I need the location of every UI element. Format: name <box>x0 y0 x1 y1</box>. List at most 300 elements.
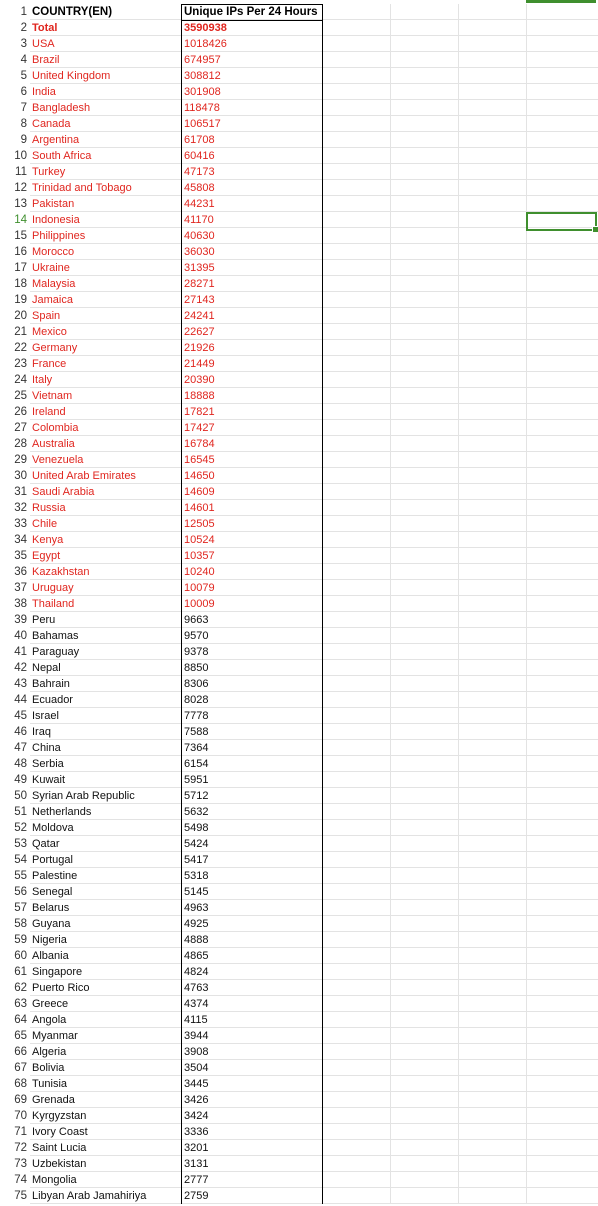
row-number[interactable]: 22 <box>14 342 27 354</box>
cell-country[interactable]: Paraguay <box>32 646 80 658</box>
cell-unique-ips[interactable]: 24241 <box>181 308 323 324</box>
column-gridline <box>458 276 459 292</box>
cell-unique-ips[interactable]: 308812 <box>181 68 323 84</box>
row-number[interactable]: 66 <box>14 1046 27 1058</box>
column-gridline <box>526 356 527 372</box>
cell-country[interactable]: Brazil <box>32 54 60 66</box>
cell-unique-ips[interactable]: 5417 <box>181 852 323 868</box>
cell-unique-ips[interactable]: 4115 <box>181 1012 323 1028</box>
row-number[interactable]: 3 <box>20 38 27 50</box>
cell-unique-ips[interactable]: 17427 <box>181 420 323 436</box>
column-gridline <box>458 292 459 308</box>
header-row <box>0 4 598 20</box>
cell-country[interactable]: Saint Lucia <box>32 1142 87 1154</box>
cell-country[interactable]: Venezuela <box>32 454 84 466</box>
cell-country[interactable]: Greece <box>32 998 69 1010</box>
column-gridline <box>526 772 527 788</box>
cell-country[interactable]: Ukraine <box>32 262 70 274</box>
cell-country[interactable]: Total <box>32 22 58 34</box>
cell-unique-ips[interactable]: 8850 <box>181 660 323 676</box>
cell-unique-ips[interactable]: 10009 <box>181 596 323 612</box>
row-number[interactable]: 39 <box>14 614 27 626</box>
column-gridline <box>458 548 459 564</box>
column-gridline <box>390 612 391 628</box>
cell-unique-ips[interactable]: 3131 <box>181 1156 323 1172</box>
cell-country[interactable]: Bolivia <box>32 1062 65 1074</box>
cell-unique-ips[interactable]: 18888 <box>181 388 323 404</box>
row-number[interactable]: 60 <box>14 950 27 962</box>
cell-unique-ips[interactable]: 16545 <box>181 452 323 468</box>
column-gridline <box>458 788 459 804</box>
row-number[interactable]: 12 <box>14 182 27 194</box>
cell-country[interactable]: Syrian Arab Republic <box>32 790 135 802</box>
cell-country[interactable]: Angola <box>32 1014 67 1026</box>
cell-unique-ips[interactable]: 4865 <box>181 948 323 964</box>
header-unique-ips[interactable]: Unique IPs Per 24 Hours <box>181 4 323 20</box>
cell-country[interactable]: Colombia <box>32 422 79 434</box>
cell-unique-ips[interactable]: 9570 <box>181 628 323 644</box>
cell-unique-ips[interactable]: 5951 <box>181 772 323 788</box>
table-row <box>0 900 598 916</box>
row-number[interactable]: 30 <box>14 470 27 482</box>
row-number[interactable]: 56 <box>14 886 27 898</box>
row-number[interactable]: 1 <box>20 6 27 18</box>
cell-unique-ips[interactable]: 40630 <box>181 228 323 244</box>
column-gridline <box>390 692 391 708</box>
cell-country[interactable]: Bahrain <box>32 678 70 690</box>
cell-country[interactable]: France <box>32 358 67 370</box>
cell-unique-ips[interactable]: 8028 <box>181 692 323 708</box>
cell-unique-ips[interactable]: 3201 <box>181 1140 323 1156</box>
column-gridline <box>458 692 459 708</box>
row-number[interactable]: 21 <box>14 326 27 338</box>
cell-unique-ips[interactable]: 7588 <box>181 724 323 740</box>
column-gridline <box>458 1156 459 1172</box>
cell-country[interactable]: Israel <box>32 710 59 722</box>
column-gridline <box>526 340 527 356</box>
row-number[interactable]: 46 <box>14 726 27 738</box>
cell-country[interactable]: Puerto Rico <box>32 982 90 994</box>
cell-unique-ips[interactable]: 60416 <box>181 148 323 164</box>
column-gridline <box>458 1012 459 1028</box>
row-number[interactable]: 14 <box>14 214 27 226</box>
column-gridline <box>526 276 527 292</box>
cell-unique-ips[interactable]: 3424 <box>181 1108 323 1124</box>
row-number[interactable]: 23 <box>14 358 27 370</box>
cell-country[interactable]: Spain <box>32 310 61 322</box>
table-row <box>0 532 598 548</box>
cell-unique-ips[interactable]: 3504 <box>181 1060 323 1076</box>
cell-country[interactable]: Uzbekistan <box>32 1158 87 1170</box>
cell-country[interactable]: Guyana <box>32 918 71 930</box>
row-number[interactable]: 43 <box>14 678 27 690</box>
column-gridline <box>526 596 527 612</box>
cell-unique-ips[interactable]: 31395 <box>181 260 323 276</box>
row-number[interactable]: 71 <box>14 1126 27 1138</box>
row-number[interactable]: 6 <box>20 86 27 98</box>
row-number[interactable]: 48 <box>14 758 27 770</box>
row-number[interactable]: 27 <box>14 422 27 434</box>
cell-unique-ips[interactable]: 9663 <box>181 612 323 628</box>
row-number[interactable]: 4 <box>20 54 27 66</box>
table-row <box>0 676 598 692</box>
cell-unique-ips[interactable]: 8306 <box>181 676 323 692</box>
cell-country[interactable]: Saudi Arabia <box>32 486 95 498</box>
column-gridline <box>390 500 391 516</box>
column-gridline <box>390 372 391 388</box>
cell-unique-ips[interactable]: 10524 <box>181 532 323 548</box>
row-number[interactable]: 41 <box>14 646 27 658</box>
cell-unique-ips[interactable]: 41170 <box>181 212 323 228</box>
column-gridline <box>458 740 459 756</box>
cell-unique-ips[interactable]: 21926 <box>181 340 323 356</box>
row-number[interactable]: 40 <box>14 630 27 642</box>
row-number[interactable]: 75 <box>14 1190 27 1202</box>
cell-country[interactable]: Netherlands <box>32 806 92 818</box>
cell-unique-ips[interactable]: 5632 <box>181 804 323 820</box>
column-gridline <box>526 932 527 948</box>
row-number[interactable]: 32 <box>14 502 27 514</box>
cell-unique-ips[interactable]: 10079 <box>181 580 323 596</box>
column-gridline <box>526 996 527 1012</box>
cell-unique-ips[interactable]: 4824 <box>181 964 323 980</box>
cell-unique-ips[interactable]: 3944 <box>181 1028 323 1044</box>
cell-unique-ips[interactable]: 14650 <box>181 468 323 484</box>
row-number[interactable]: 59 <box>14 934 27 946</box>
row-number[interactable]: 17 <box>14 262 27 274</box>
row-number[interactable]: 47 <box>14 742 27 754</box>
column-gridline <box>526 84 527 100</box>
row-number[interactable]: 2 <box>20 22 27 34</box>
fill-handle[interactable] <box>592 226 598 233</box>
cell-unique-ips[interactable]: 3908 <box>181 1044 323 1060</box>
table-row <box>0 948 598 964</box>
row-number[interactable]: 7 <box>20 102 27 114</box>
table-row <box>0 484 598 500</box>
row-number[interactable]: 33 <box>14 518 27 530</box>
cell-unique-ips[interactable]: 3590938 <box>181 20 323 36</box>
column-gridline <box>458 1060 459 1076</box>
cell-country[interactable]: Trinidad and Tobago <box>32 182 132 194</box>
row-number[interactable]: 15 <box>14 230 27 242</box>
cell-country[interactable]: Libyan Arab Jamahiriya <box>32 1190 147 1202</box>
row-number[interactable]: 24 <box>14 374 27 386</box>
column-gridline <box>458 372 459 388</box>
row-number[interactable]: 69 <box>14 1094 27 1106</box>
cell-country[interactable]: Iraq <box>32 726 51 738</box>
cell-country[interactable]: Thailand <box>32 598 75 610</box>
row-number[interactable]: 28 <box>14 438 27 450</box>
row-number[interactable]: 51 <box>14 806 27 818</box>
cell-country[interactable]: Myanmar <box>32 1030 78 1042</box>
cell-country[interactable]: Russia <box>32 502 66 514</box>
cell-country[interactable]: Kuwait <box>32 774 66 786</box>
cell-unique-ips[interactable]: 10240 <box>181 564 323 580</box>
cell-unique-ips[interactable]: 17821 <box>181 404 323 420</box>
cell-country[interactable]: Belarus <box>32 902 70 914</box>
row-number[interactable]: 58 <box>14 918 27 930</box>
column-gridline <box>526 452 527 468</box>
cell-country[interactable]: USA <box>32 38 55 50</box>
table-row <box>0 84 598 100</box>
cell-unique-ips[interactable]: 21449 <box>181 356 323 372</box>
column-gridline <box>390 260 391 276</box>
cell-country[interactable]: Philippines <box>32 230 86 242</box>
cell-country[interactable]: Qatar <box>32 838 60 850</box>
cell-country[interactable]: Indonesia <box>32 214 80 226</box>
cell-country[interactable]: Kenya <box>32 534 64 546</box>
cell-country[interactable]: Senegal <box>32 886 73 898</box>
cell-unique-ips[interactable]: 4374 <box>181 996 323 1012</box>
column-gridline <box>526 468 527 484</box>
column-gridline <box>458 500 459 516</box>
table-row <box>0 116 598 132</box>
cell-unique-ips[interactable]: 674957 <box>181 52 323 68</box>
cell-country[interactable]: Mexico <box>32 326 67 338</box>
cell-unique-ips[interactable]: 27143 <box>181 292 323 308</box>
cell-country[interactable]: Germany <box>32 342 78 354</box>
row-number[interactable]: 25 <box>14 390 27 402</box>
column-gridline <box>458 676 459 692</box>
cell-unique-ips[interactable]: 4763 <box>181 980 323 996</box>
row-number[interactable]: 52 <box>14 822 27 834</box>
column-gridline <box>390 564 391 580</box>
table-row <box>0 756 598 772</box>
row-number[interactable]: 54 <box>14 854 27 866</box>
cell-country[interactable]: South Africa <box>32 150 92 162</box>
column-gridline <box>390 868 391 884</box>
column-gridline <box>458 68 459 84</box>
cell-unique-ips[interactable]: 14601 <box>181 500 323 516</box>
row-number[interactable]: 8 <box>20 118 27 130</box>
row-number[interactable]: 42 <box>14 662 27 674</box>
row-number[interactable]: 20 <box>14 310 27 322</box>
row-number[interactable]: 67 <box>14 1062 27 1074</box>
row-number[interactable]: 10 <box>14 150 27 162</box>
cell-country[interactable]: Albania <box>32 950 69 962</box>
cell-unique-ips[interactable]: 44231 <box>181 196 323 212</box>
row-number[interactable]: 64 <box>14 1014 27 1026</box>
column-gridline <box>390 1076 391 1092</box>
cell-unique-ips[interactable]: 5424 <box>181 836 323 852</box>
cell-unique-ips[interactable]: 4963 <box>181 900 323 916</box>
cell-country[interactable]: United Kingdom <box>32 70 111 82</box>
cell-unique-ips[interactable]: 106517 <box>181 116 323 132</box>
cell-country[interactable]: Palestine <box>32 870 78 882</box>
cell-country[interactable]: Argentina <box>32 134 80 146</box>
cell-country[interactable]: Jamaica <box>32 294 73 306</box>
column-gridline <box>458 244 459 260</box>
cell-country[interactable]: India <box>32 86 56 98</box>
cell-unique-ips[interactable]: 47173 <box>181 164 323 180</box>
cell-unique-ips[interactable]: 5498 <box>181 820 323 836</box>
column-gridline <box>458 1188 459 1204</box>
cell-unique-ips[interactable]: 3426 <box>181 1092 323 1108</box>
cell-unique-ips[interactable]: 1018426 <box>181 36 323 52</box>
cell-unique-ips[interactable]: 28271 <box>181 276 323 292</box>
row-number[interactable]: 38 <box>14 598 27 610</box>
row-number[interactable]: 16 <box>14 246 27 258</box>
cell-country[interactable]: China <box>32 742 61 754</box>
cell-country[interactable]: Singapore <box>32 966 83 978</box>
cell-country[interactable]: Pakistan <box>32 198 75 210</box>
cell-unique-ips[interactable]: 2777 <box>181 1172 323 1188</box>
table-row <box>0 420 598 436</box>
column-gridline <box>526 484 527 500</box>
row-number[interactable]: 36 <box>14 566 27 578</box>
cell-country[interactable]: Ecuador <box>32 694 73 706</box>
cell-country[interactable]: Kyrgyzstan <box>32 1110 87 1122</box>
row-number[interactable]: 34 <box>14 534 27 546</box>
cell-country[interactable]: Canada <box>32 118 71 130</box>
cell-unique-ips[interactable]: 6154 <box>181 756 323 772</box>
column-gridline <box>458 340 459 356</box>
column-gridline <box>526 900 527 916</box>
row-number[interactable]: 29 <box>14 454 27 466</box>
cell-country[interactable]: Bahamas <box>32 630 79 642</box>
row-number[interactable]: 68 <box>14 1078 27 1090</box>
table-row <box>0 596 598 612</box>
cell-country[interactable]: Uruguay <box>32 582 74 594</box>
cell-unique-ips[interactable]: 301908 <box>181 84 323 100</box>
cell-unique-ips[interactable]: 4925 <box>181 916 323 932</box>
cell-unique-ips[interactable]: 20390 <box>181 372 323 388</box>
cell-unique-ips[interactable]: 3445 <box>181 1076 323 1092</box>
cell-unique-ips[interactable]: 5318 <box>181 868 323 884</box>
column-gridline <box>526 660 527 676</box>
cell-country[interactable]: Algeria <box>32 1046 67 1058</box>
cell-country[interactable]: Vietnam <box>32 390 73 402</box>
cell-country[interactable]: Egypt <box>32 550 61 562</box>
column-gridline <box>526 116 527 132</box>
cell-unique-ips[interactable]: 2759 <box>181 1188 323 1204</box>
row-number[interactable]: 44 <box>14 694 27 706</box>
row-number[interactable]: 11 <box>15 166 27 178</box>
cell-country[interactable]: Bangladesh <box>32 102 91 114</box>
row-number[interactable]: 9 <box>20 134 27 146</box>
column-gridline <box>458 452 459 468</box>
table-row <box>0 52 598 68</box>
cell-country[interactable]: United Arab Emirates <box>32 470 136 482</box>
column-gridline <box>390 836 391 852</box>
column-gridline <box>390 484 391 500</box>
row-number[interactable]: 65 <box>14 1030 27 1042</box>
column-gridline <box>390 1108 391 1124</box>
cell-unique-ips[interactable]: 5712 <box>181 788 323 804</box>
row-number[interactable]: 57 <box>14 902 27 914</box>
row-number[interactable]: 37 <box>14 582 27 594</box>
row-number[interactable]: 61 <box>14 966 27 978</box>
column-gridline <box>390 740 391 756</box>
cell-country[interactable]: Kazakhstan <box>32 566 90 578</box>
row-number[interactable]: 74 <box>14 1174 27 1186</box>
table-row <box>0 292 598 308</box>
row-number[interactable]: 53 <box>14 838 27 850</box>
cell-unique-ips[interactable]: 61708 <box>181 132 323 148</box>
row-number[interactable]: 72 <box>14 1142 27 1154</box>
row-number[interactable]: 26 <box>14 406 27 418</box>
cell-unique-ips[interactable]: 22627 <box>181 324 323 340</box>
row-number[interactable]: 62 <box>14 982 27 994</box>
cell-country[interactable]: Tunisia <box>32 1078 68 1090</box>
cell-unique-ips[interactable]: 12505 <box>181 516 323 532</box>
cell-unique-ips[interactable]: 4888 <box>181 932 323 948</box>
column-gridline <box>390 580 391 596</box>
table-row <box>0 564 598 580</box>
cell-unique-ips[interactable]: 16784 <box>181 436 323 452</box>
table-row <box>0 68 598 84</box>
row-number[interactable]: 63 <box>14 998 27 1010</box>
cell-country[interactable]: Grenada <box>32 1094 75 1106</box>
cell-country[interactable]: Portugal <box>32 854 73 866</box>
cell-country[interactable]: Moldova <box>32 822 74 834</box>
cell-country[interactable]: Ivory Coast <box>32 1126 88 1138</box>
cell-country[interactable]: Serbia <box>32 758 64 770</box>
cell-country[interactable]: Turkey <box>32 166 66 178</box>
selected-cell[interactable] <box>526 212 597 231</box>
cell-unique-ips[interactable]: 3336 <box>181 1124 323 1140</box>
cell-unique-ips[interactable]: 14609 <box>181 484 323 500</box>
table-row <box>0 772 598 788</box>
column-gridline <box>526 852 527 868</box>
row-number[interactable]: 45 <box>14 710 27 722</box>
column-gridline <box>526 1012 527 1028</box>
cell-country[interactable]: Ireland <box>32 406 66 418</box>
cell-unique-ips[interactable]: 118478 <box>181 100 323 116</box>
column-gridline <box>526 580 527 596</box>
column-gridline <box>390 20 391 36</box>
cell-country[interactable]: Nigeria <box>32 934 67 946</box>
row-number[interactable]: 13 <box>14 198 27 210</box>
row-number[interactable]: 55 <box>14 870 27 882</box>
cell-country[interactable]: Chile <box>32 518 58 530</box>
row-number[interactable]: 5 <box>20 70 27 82</box>
cell-unique-ips[interactable]: 10357 <box>181 548 323 564</box>
row-number[interactable]: 50 <box>14 790 27 802</box>
row-number[interactable]: 19 <box>14 294 27 306</box>
cell-unique-ips[interactable]: 36030 <box>181 244 323 260</box>
column-gridline <box>390 820 391 836</box>
cell-country[interactable]: Malaysia <box>32 278 76 290</box>
table-row <box>0 260 598 276</box>
cell-country[interactable]: Italy <box>32 374 53 386</box>
table-row <box>0 404 598 420</box>
cell-unique-ips[interactable]: 45808 <box>181 180 323 196</box>
column-gridline <box>458 644 459 660</box>
column-gridline <box>458 932 459 948</box>
cell-country[interactable]: Nepal <box>32 662 61 674</box>
column-gridline <box>526 196 527 212</box>
cell-unique-ips[interactable]: 5145 <box>181 884 323 900</box>
header-country[interactable]: COUNTRY(EN) <box>32 6 113 18</box>
cell-country[interactable]: Mongolia <box>32 1174 77 1186</box>
row-number[interactable]: 31 <box>14 486 27 498</box>
row-number[interactable]: 70 <box>14 1110 27 1122</box>
cell-country[interactable]: Morocco <box>32 246 75 258</box>
row-number[interactable]: 18 <box>14 278 27 290</box>
cell-unique-ips[interactable]: 7364 <box>181 740 323 756</box>
row-number[interactable]: 49 <box>14 774 27 786</box>
cell-country[interactable]: Australia <box>32 438 75 450</box>
cell-country[interactable]: Peru <box>32 614 56 626</box>
cell-unique-ips[interactable]: 9378 <box>181 644 323 660</box>
table-row <box>0 1060 598 1076</box>
cell-unique-ips[interactable]: 7778 <box>181 708 323 724</box>
column-gridline <box>458 52 459 68</box>
row-number[interactable]: 35 <box>14 550 27 562</box>
table-row <box>0 628 598 644</box>
row-number[interactable]: 73 <box>14 1158 27 1170</box>
